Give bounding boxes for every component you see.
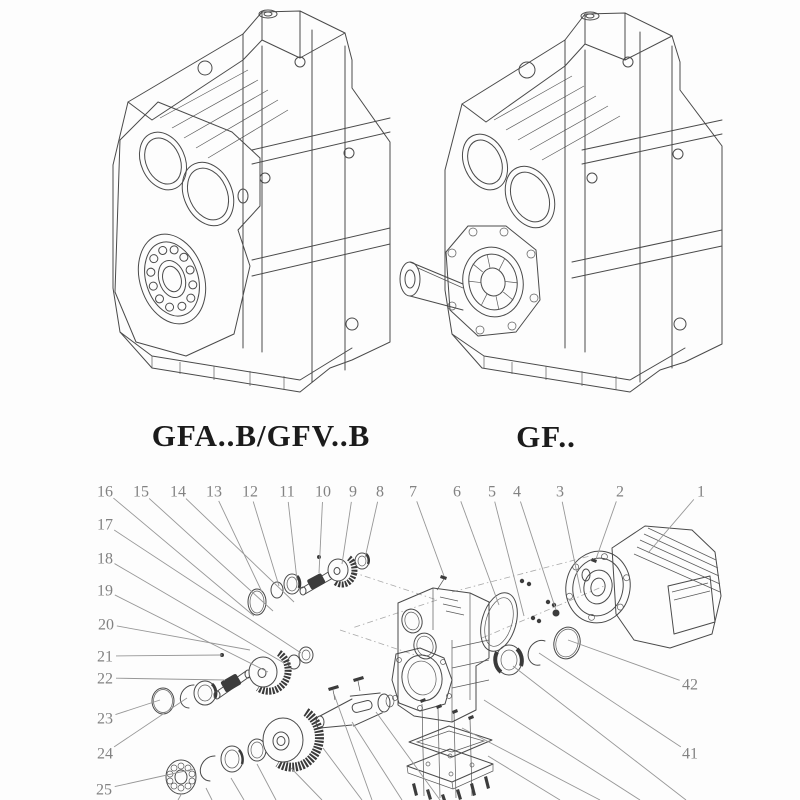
callout-number-11: 11 [279,483,295,501]
callout-number-25: 25 [96,781,112,799]
leader-line-cutoff-7 [257,764,276,800]
leader-line-1 [648,499,694,553]
leader-line-13 [219,501,262,592]
leader-line-19 [115,595,268,672]
callout-number-1: 1 [697,483,705,501]
callout-number-8: 8 [376,483,384,501]
part-snap-ring-41 [528,640,545,665]
part-mid-washer [288,655,300,669]
part-mid-bearing-right [299,647,313,663]
callout-number-3: 3 [556,483,564,501]
leader-line-14 [186,499,294,602]
leader-line-18 [114,564,284,663]
part-mid-bearing [194,681,216,705]
part-input-gear [328,558,354,585]
callout-number-15: 15 [133,483,149,501]
callout-number-19: 19 [97,582,113,600]
leader-line-4 [520,501,556,610]
callout-number-10: 10 [315,483,331,501]
part-ring-42 [551,624,584,661]
leader-line-6 [461,501,499,605]
callout-number-14: 14 [170,483,186,501]
part-snap-ring-out [200,756,215,781]
leader-line-11 [288,502,297,580]
exploded-view [152,526,721,800]
leader-line-12 [253,502,279,586]
leader-line-7 [417,501,444,576]
part-housing [392,588,489,722]
callout-number-7: 7 [409,483,417,501]
callout-number-13: 13 [206,483,222,501]
callout-number-24: 24 [97,745,113,763]
callout-layer [96,484,705,800]
part-motor [559,526,721,648]
leader-line-22 [116,678,225,680]
part-small-screw [317,555,321,559]
callout-number-22: 22 [97,670,113,688]
callout-number-16: 16 [97,483,113,501]
part-output-bearing [495,645,522,675]
leader-line-17 [114,530,301,653]
part-output-shaft [316,693,394,728]
part-studs [328,676,364,700]
callout-number-41: 41 [682,745,698,763]
callout-number-18: 18 [97,550,113,568]
leader-line-3 [562,502,581,593]
part-output-gear [263,712,319,767]
callout-number-12: 12 [242,483,258,501]
callout-number-20: 20 [98,616,114,634]
callout-number-9: 9 [349,483,357,501]
part-input-bearing [284,574,300,594]
callout-number-42: 42 [682,676,698,694]
leader-line-9 [342,502,351,564]
leader-line-cutoff-10 [352,722,402,800]
leader-line-16 [113,498,254,616]
gearbox-drawing-gf [400,12,722,392]
part-bottom-cover [407,749,493,789]
leader-line-21 [116,655,222,656]
leader-line-cutoff-2 [462,728,600,800]
gearbox-drawing-gfab-gfvb [113,10,390,392]
leader-line-cutoff-8 [291,768,322,800]
leader-line-cutoff-3 [488,756,560,800]
callout-number-2: 2 [616,483,624,501]
leader-line-cutoff-1 [484,700,640,800]
leader-line-8 [365,502,378,558]
callout-number-21: 21 [97,648,113,666]
leader-line-41 [539,653,681,747]
figure-label-gf: GF.. [516,419,576,454]
callout-number-4: 4 [513,483,521,501]
leader-line-2 [596,501,616,559]
part-ball-bearing [166,760,196,794]
callout-number-5: 5 [488,483,496,501]
part-splined-shaft [214,670,251,699]
leader-line-cutoff-5 [206,788,212,800]
figure-label-gfab-gfvb: GFA..B/GFV..B [151,418,371,453]
callout-number-6: 6 [453,483,461,501]
part-o-ring-left [152,688,174,714]
leader-line-cutoff-11 [376,712,440,800]
callout-number-17: 17 [97,516,113,534]
part-bottom-gasket [409,726,492,757]
leader-line-24 [114,698,187,747]
part-race-ring [221,746,243,772]
leader-line-cutoff-6 [231,778,244,800]
part-snap-ring-mid [180,685,194,708]
leader-line-10 [319,502,322,573]
part-small-bearing [355,553,369,569]
callout-number-23: 23 [97,710,113,728]
part-mid-gear [249,653,288,691]
